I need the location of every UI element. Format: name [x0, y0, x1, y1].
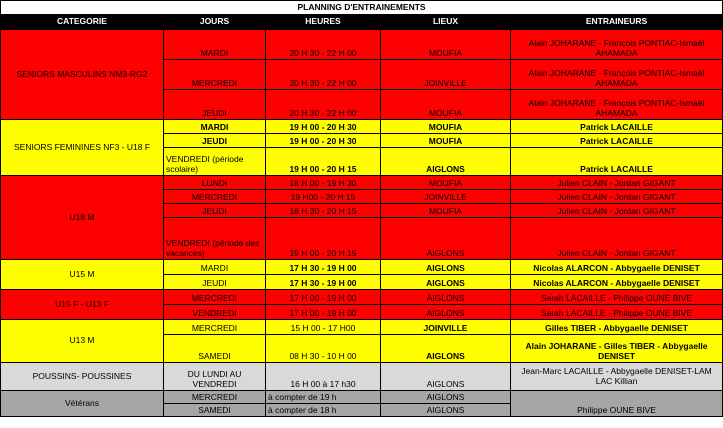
category-cell: SENIORS FEMININES NF3 - U18 F: [1, 120, 164, 176]
hour-cell: 17 H 00 - 19 H 00: [266, 305, 381, 320]
hour-cell: à compter de 18 h: [266, 404, 381, 417]
hour-cell: 17 H 30 - 19 H 00: [266, 275, 381, 290]
coach-cell: Alain JOHARANE - Gilles TIBER - Abbygaelle DENISET: [511, 335, 723, 363]
place-cell: AIGLONS: [381, 275, 511, 290]
hour-cell: 18 H 00 - 19 H 30: [266, 176, 381, 190]
day-cell: JEUDI: [164, 204, 266, 218]
day-cell: JEUDI: [164, 90, 266, 120]
day-cell: MERCREDI: [164, 190, 266, 204]
header-categorie: CATEGORIE: [1, 15, 164, 30]
header-heures: HEURES: [266, 15, 381, 30]
place-cell: JOINVILLE: [381, 60, 511, 90]
hour-cell: 15 H 00 - 17 H00: [266, 320, 381, 335]
coach-cell: Julien CLAIN - Jordan GIGANT: [511, 218, 723, 260]
coach-cell: Patrick LACAILLE: [511, 148, 723, 176]
day-cell: MARDI: [164, 260, 266, 275]
coach-cell: Julien CLAIN - Jordan GIGANT: [511, 190, 723, 204]
table-row: [1, 176, 723, 190]
category-cell: SENIORS MASCULINS NM3-RG2: [1, 30, 164, 120]
day-cell: JEUDI: [164, 275, 266, 290]
coach-cell: Sarah LACAILLE - Philippe OUNE BIVE: [511, 305, 723, 320]
day-cell: MARDI: [164, 30, 266, 60]
place-cell: AIGLONS: [381, 260, 511, 275]
category-cell: POUSSINS- POUSSINES: [1, 363, 164, 391]
day-cell: JEUDI: [164, 134, 266, 148]
day-cell: MARDI: [164, 120, 266, 134]
table-row: [1, 363, 723, 391]
hour-cell: 19 H 00 - 20 H 30: [266, 120, 381, 134]
header-row: [1, 15, 723, 30]
hour-cell: 18 H 30 - 20 H 15: [266, 204, 381, 218]
table-row: [1, 391, 723, 404]
header-entraineurs: ENTRAINEURS: [511, 15, 723, 30]
hour-cell: à compter de 19 h: [266, 391, 381, 404]
coach-cell: Alain JOHARANE - François PONTIAC-Ismaël AHAMADA: [511, 60, 723, 90]
place-cell: AIGLONS: [381, 305, 511, 320]
place-cell: AIGLONS: [381, 148, 511, 176]
coach-cell: Sarah LACAILLE - Philippe OUNE BIVE: [511, 290, 723, 305]
coach-cell: Nicolas ALARCON - Abbygaelle DENISET: [511, 260, 723, 275]
coach-cell: Patrick LACAILLE: [511, 120, 723, 134]
place-cell: JOINVILLE: [381, 190, 511, 204]
coach-cell: Alain JOHARANE - François PONTIAC-Ismaël AHAMADA: [511, 30, 723, 60]
coach-cell: Jean-Marc LACAILLE - Abbygaelle DENISET-LAM LAC Killian: [511, 363, 723, 391]
schedule-title: PLANNING D'ENTRAINEMENTS: [1, 1, 723, 15]
coach-cell: Julien CLAIN - Jordan GIGANT: [511, 204, 723, 218]
category-cell: U15 M: [1, 260, 164, 290]
category-cell: U15 F - U13 F: [1, 290, 164, 320]
hour-cell: 17 H 30 - 19 H 00: [266, 260, 381, 275]
day-cell: SAMEDI: [164, 335, 266, 363]
table-row: [1, 120, 723, 134]
title-row: [1, 1, 723, 15]
hour-cell: 16 H 00 à 17 h30: [266, 363, 381, 391]
day-cell: MERCREDI: [164, 320, 266, 335]
coach-cell: Julien CLAIN - Jordan GIGANT: [511, 176, 723, 190]
hour-cell: 19 H 00 - 20 H 15: [266, 218, 381, 260]
hour-cell: 17 H 00 - 19 H 00: [266, 290, 381, 305]
place-cell: AIGLONS: [381, 218, 511, 260]
table-row: [1, 320, 723, 335]
table-row: [1, 260, 723, 275]
hour-cell: 20 H 30 - 22 H 00: [266, 30, 381, 60]
place-cell: MOUFIA: [381, 204, 511, 218]
place-cell: MOUFIA: [381, 176, 511, 190]
place-cell: MOUFIA: [381, 90, 511, 120]
day-cell: MERCREDI: [164, 391, 266, 404]
header-lieux: LIEUX: [381, 15, 511, 30]
coach-cell: Philippe OUNE BIVE: [511, 391, 723, 417]
hour-cell: 20 H 30 - 22 H 00: [266, 90, 381, 120]
place-cell: AIGLONS: [381, 391, 511, 404]
day-cell: DU LUNDI AU VENDREDI: [164, 363, 266, 391]
place-cell: AIGLONS: [381, 363, 511, 391]
place-cell: JOINVILLE: [381, 320, 511, 335]
day-cell: VENDREDI (période des vacances): [164, 218, 266, 260]
coach-cell: Nicolas ALARCON - Abbygaelle DENISET: [511, 275, 723, 290]
day-cell: MERCREDI: [164, 290, 266, 305]
coach-cell: Patrick LACAILLE: [511, 134, 723, 148]
day-cell: MERCREDI: [164, 60, 266, 90]
place-cell: AIGLONS: [381, 404, 511, 417]
hour-cell: 19 H 00 - 20 H 30: [266, 134, 381, 148]
table-row: [1, 290, 723, 305]
hour-cell: 19 H00 - 20 H 15: [266, 190, 381, 204]
coach-cell: Gilles TIBER - Abbygaelle DENISET: [511, 320, 723, 335]
category-cell: U13 M: [1, 320, 164, 363]
category-cell: Vétérans: [1, 391, 164, 417]
day-cell: LUNDI: [164, 176, 266, 190]
place-cell: MOUFIA: [381, 134, 511, 148]
day-cell: SAMEDI: [164, 404, 266, 417]
table-row: [1, 30, 723, 60]
day-cell: VENDREDI (période scolaire): [164, 148, 266, 176]
place-cell: AIGLONS: [381, 290, 511, 305]
place-cell: MOUFIA: [381, 120, 511, 134]
hour-cell: 08 H 30 - 10 H 00: [266, 335, 381, 363]
place-cell: MOUFIA: [381, 30, 511, 60]
place-cell: AIGLONS: [381, 335, 511, 363]
coach-cell: Alain JOHARANE - François PONTIAC-Ismaël AHAMADA: [511, 90, 723, 120]
hour-cell: 20 H 30 - 22 H 00: [266, 60, 381, 90]
hour-cell: 19 H 00 - 20 H 15: [266, 148, 381, 176]
category-cell: U18 M: [1, 176, 164, 260]
day-cell: VENDREDI: [164, 305, 266, 320]
header-jours: JOURS: [164, 15, 266, 30]
